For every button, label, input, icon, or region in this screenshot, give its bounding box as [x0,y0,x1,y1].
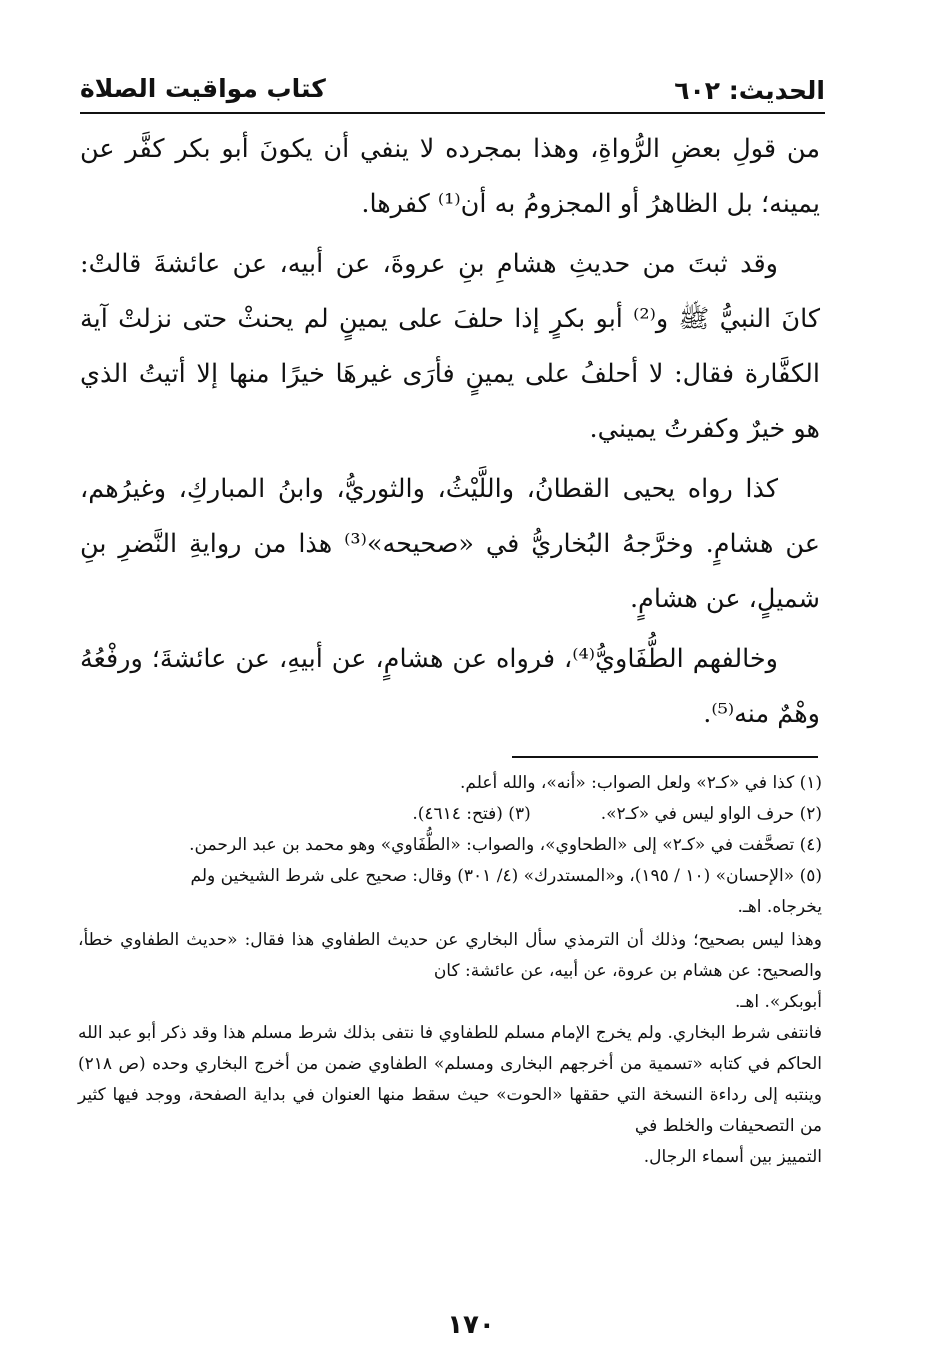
book-title: كتاب مواقيت الصلاة [80,74,326,103]
footnote-3: (٣) (فتح: ٤٦١٤). [412,804,531,824]
footnote-5-paragraph-2: وهذا ليس بصحيح؛ وذلك أن الترمذي سأل البخاري عن حديث الطفاوي هذا فقال: «حديث الطفاوي خطأ، والصحيح: عن هشام بن عروة، عن أبيه، عن عائشة: كان [78,930,822,981]
footnote-row [78,799,822,830]
paragraph: كذا رواه يحيى القطانُ، واللَّيْثُ، والثوريُّ، وابنُ المباركِ، وغيرُهم، عن هشامٍ. وخرَّجهُ البُخاريُّ في «صحيحه»⁽³⁾ هذا من روايةِ النَّضرِ بنِ شميلٍ، عن هشامٍ. [80,474,820,614]
footnote-separator [512,756,818,758]
page-number: ١٧٠ [447,1310,495,1340]
paragraph: وقد ثبتَ من حديثِ هشامِ بنِ عروةَ، عن أبيه، عن عائشةَ قالتْ: كانَ النبيُّ ﷺ و⁽²⁾ أبو بكرٍ إذا حلفَ على يمينٍ لم يحنثْ حتى نزلتْ آية الكفَّارة فقال: لا أحلفُ على يمينٍ فأرَى غيرهَا خيرًا منها إلا أتيتُ الذي هو خيرٌ وكفرتُ يميني. [80,249,820,444]
main-text [80,122,820,742]
footnote-4: (٤) تصحَّفت في «كـ٢» إلى «الطحاوي»، والصواب: «الطُّفَاوي» وهو محمد بن عبد الرحمن. [189,835,822,855]
paragraph: من قولِ بعضِ الرُّواةِ، وهذا بمجرده لا ينفي أن يكونَ أبو بكر كفَّر عن يمينه؛ بل الظاهرُ أو المجزومُ به أن⁽¹⁾ كفرها. [80,134,820,219]
footnote-2: (٢) حرف الواو ليس في «كـ٢». [600,804,822,824]
paragraph: وخالفهم الطُّفَاويُّ⁽⁴⁾، فرواه عن هشامٍ، عن أبيهِ، عن عائشةَ؛ ورفْعُهُ وهْمٌ منه⁽⁵⁾. [80,644,820,729]
footnotes [78,768,822,1173]
footnote-5-paragraph-3-tail: التمييز بين أسماء الرجال. [643,1147,822,1167]
footnote-5-tail: يخرجاه. اهـ. [737,897,822,917]
footnote-5-paragraph-2-tail: أبوبكر». اهـ. [734,992,822,1012]
hadith-number-label: الحديث: ٦٠٢ [674,76,825,105]
footnote-5: (٥) «الإحسان» (١٠ / ١٩٥)، و«المستدرك» (٤/ ٣٠١) وقال: صحيح على شرط الشيخين ولم [190,866,822,886]
running-header [80,70,825,114]
footnote-5-paragraph-3: فانتفى شرط البخاري. ولم يخرج الإمام مسلم للطفاوي فا نتفى بذلك شرط مسلم هذا وقد ذكر أبو عبد الله الحاكم في كتابه «تسمية من أخرجهم البخارى ومسلم» الطفاوي ضمن من أخرج البخاري وحده (ص ٢١٨) وينتبه إلى رداءة النسخة التي حققها «الحوت» حيث سقط منها العنوان في بداية الصفحة، ووجد فيها كثير من التصحيفات والخلط في [78,1023,822,1136]
footnote-1: (١) كذا في «كـ٢» ولعل الصواب: «أنه»، والله أعلم. [460,773,822,793]
